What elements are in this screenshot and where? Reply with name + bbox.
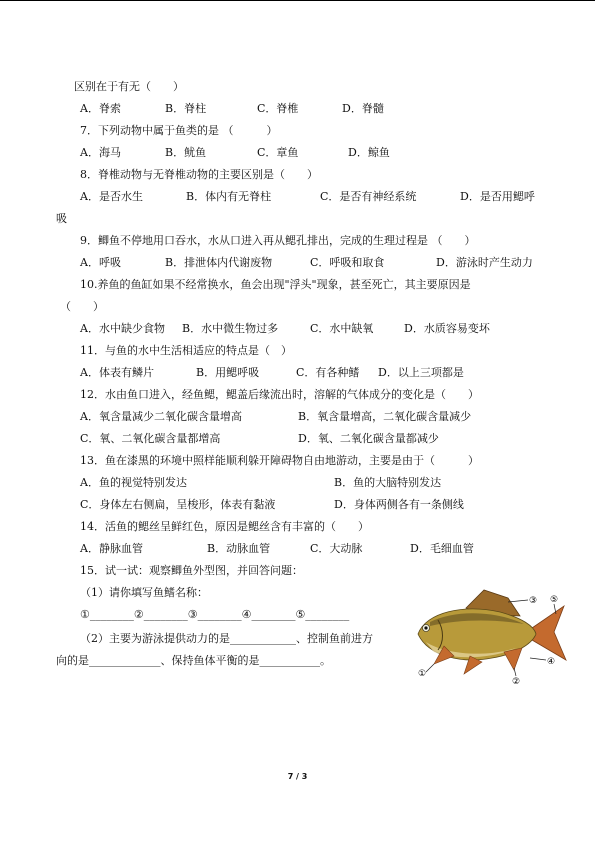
- q12-option-c: C．氧、二氧化碳含量都增高: [80, 432, 221, 445]
- q14-option-b: B．动脉血管: [207, 542, 271, 555]
- fish-label-4: ④: [547, 657, 556, 667]
- q10-option-d: D．水质容易变坏: [404, 322, 490, 335]
- q13-option-d: D．身体两侧各有一条侧线: [334, 498, 464, 511]
- q8-option-d: D．是否用鳃呼: [460, 190, 535, 203]
- q14-option-d: D．毛细血管: [410, 542, 474, 555]
- q11-option-c: C．有各种鳍: [296, 366, 360, 379]
- q9-option-a: A．呼吸: [80, 256, 121, 269]
- anal-fin: [504, 648, 522, 670]
- q7-option-b: B．鱿鱼: [165, 146, 207, 159]
- q7-option-d: D．鲸鱼: [348, 146, 390, 159]
- q6-option-d: D．脊髓: [342, 102, 384, 115]
- q9-option-b: B．排泄体内代谢废物: [165, 256, 273, 269]
- q8-option-a: A．是否水生: [80, 190, 143, 203]
- q15-fin-blanks: ①________②________③________④________⑤________: [80, 608, 350, 621]
- q10-option-c: C．水中缺氧: [310, 322, 374, 335]
- tail-fin: [532, 606, 566, 660]
- q9-option-c: C．呼吸和取食: [310, 256, 385, 269]
- q10-option-a: A．水中缺少食物: [80, 322, 165, 335]
- q6-option-b: B．脊柱: [165, 102, 207, 115]
- leader-line-4: [530, 658, 546, 660]
- q15-part2-line1: （2）主要为游泳提供动力的是____________、控制鱼前进方: [80, 632, 373, 645]
- q14-option-a: A．静脉血管: [80, 542, 143, 555]
- q13-option-c: C．身体左右侧扁，呈梭形，体表有黏液: [80, 498, 276, 511]
- q14-stem: 14．活鱼的鳃丝呈鲜红色，原因是鳃丝含有丰富的（ ）: [80, 520, 369, 533]
- page-number: 7 / 3: [287, 772, 308, 781]
- leader-line-1: [426, 664, 434, 672]
- leader-line-2: [514, 668, 516, 676]
- q13-option-a: A．鱼的视觉特别发达: [80, 476, 187, 489]
- q9-stem: 9．鲫鱼不停地用口吞水，水从口进入再从鳃孔排出，完成的生理过程是 （ ）: [80, 234, 476, 247]
- q15-part1: （1）请你填写鱼鳍名称：: [80, 586, 208, 599]
- top-rule: [0, 0, 595, 1]
- fish-label-2: ②: [512, 677, 521, 684]
- q10-stem: 10.养鱼的鱼缸如果不经常换水，鱼会出现"浮头"现象，甚至死亡，其主要原因是: [80, 278, 471, 291]
- leader-line-3: [508, 600, 528, 602]
- q7-option-c: C．章鱼: [257, 146, 299, 159]
- fish-label-5: ⑤: [550, 595, 559, 605]
- q6-option-c: C．脊椎: [257, 102, 299, 115]
- q8-option-b: B．体内有无脊柱: [186, 190, 272, 203]
- q11-stem: 11．与鱼的水中生活相适应的特点是（ ）: [80, 344, 292, 357]
- fish-pupil: [424, 626, 427, 629]
- q11-option-b: B．用鳃呼吸: [196, 366, 260, 379]
- q12-stem: 12．水由鱼口进入，经鱼鳃，鳃盖后缘流出时，溶解的气体成分的变化是（ ）: [80, 388, 479, 401]
- q8-stem: 8．脊椎动物与无脊椎动物的主要区别是（ ）: [80, 168, 318, 181]
- q13-stem: 13．鱼在漆黑的环境中照样能顺利躲开障碍物自由地游动，主要是由于（ ）: [80, 454, 479, 467]
- q14-option-c: C．大动脉: [310, 542, 363, 555]
- fish-label-1: ①: [418, 669, 427, 679]
- q12-option-d: D．氧、二氧化碳含量都减少: [298, 432, 439, 445]
- q11-option-d: D．以上三项都是: [378, 366, 464, 379]
- q12-option-b: B．氧含量增高，二氧化碳含量减少: [298, 410, 472, 423]
- q7-stem: 7．下列动物中属于鱼类的是 （ ）: [80, 124, 278, 137]
- q12-option-a: A．氧含量减少二氧化碳含量增高: [80, 410, 242, 423]
- q7-option-a: A．海马: [80, 146, 121, 159]
- q9-option-d: D．游泳时产生动力: [436, 256, 533, 269]
- q15-part2-line2: 向的是_____________、保持鱼体平衡的是___________。: [56, 654, 331, 667]
- q6-option-a: A．脊索: [80, 102, 121, 115]
- q8-option-c: C．是否有神经系统: [320, 190, 417, 203]
- fish-label-3: ③: [529, 596, 538, 606]
- q6-tail: 区别在于有无（ ）: [74, 80, 184, 93]
- q10-option-b: B．水中微生物过多: [182, 322, 279, 335]
- q10-continuation: （ ）: [60, 300, 104, 313]
- q11-option-a: A．体表有鳞片: [80, 366, 154, 379]
- q13-option-b: B．鱼的大脑特别发达: [334, 476, 442, 489]
- q8-continuation: 吸: [56, 212, 67, 225]
- carp-illustration: [404, 584, 574, 684]
- q15-stem: 15．试一试：观察鲫鱼外型图，并回答问题：: [80, 564, 303, 577]
